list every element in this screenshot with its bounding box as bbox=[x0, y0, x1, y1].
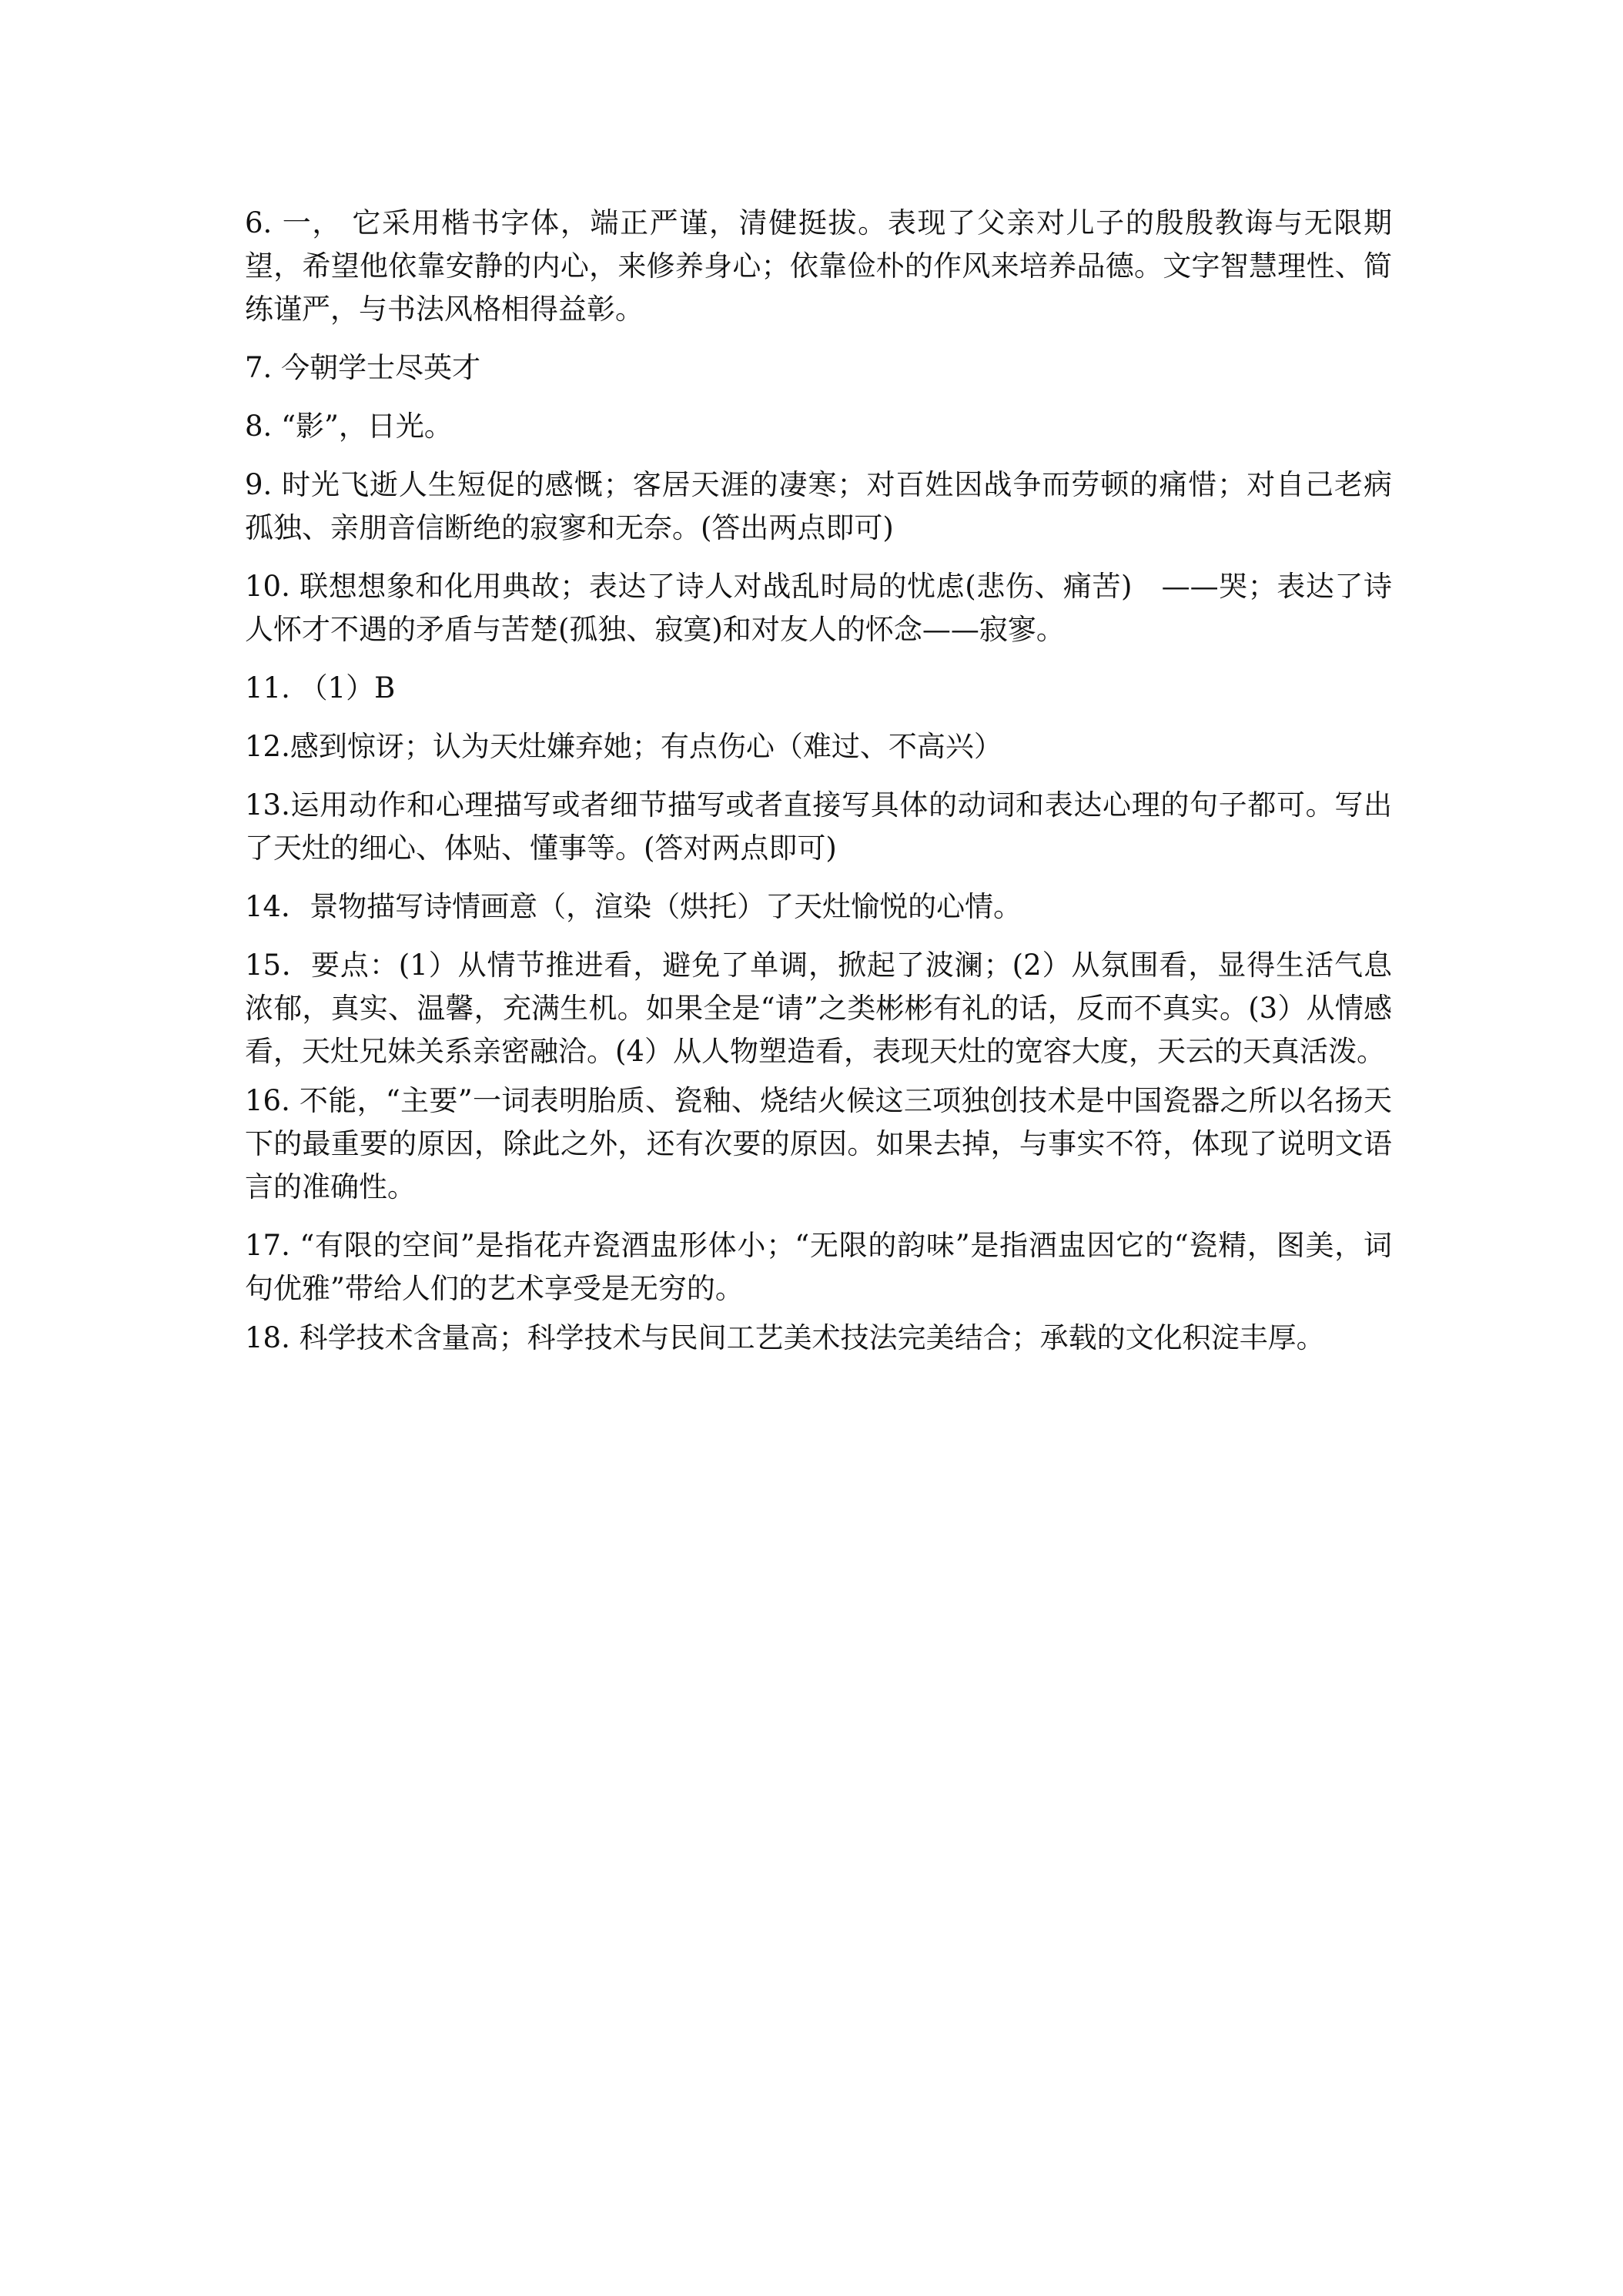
answer-18: 18. 科学技术含量高；科学技术与民间工艺美术技法完美结合；承载的文化积淀丰厚。 bbox=[245, 1321, 1325, 1354]
answer-15: 15．要点：(1）从情节推进看，避免了单调，掀起了波澜；(2）从氛围看，显得生活气息浓郁，真实、温馨，充满生机。如果全是“请”之类彬彬有礼的话，反而不真实。(3）从情感看，天灶兄妹关系亲密融洽。(4）从人物塑造看，表现天灶的宽容大度，天云的天真活泼。 bbox=[245, 949, 1392, 1068]
answer-9: 9. 时光飞逝人生短促的感慨；客居天涯的凄寒；对百姓因战争而劳顿的痛惜；对自己老病孤独、亲朋音信断绝的寂寥和无奈。(答出两点即可) bbox=[245, 468, 1392, 544]
answer-8: 8. “影”，日光。 bbox=[245, 410, 453, 443]
answer-13: 13.运用动作和心理描写或者细节描写或者直接写具体的动词和表达心理的句子都可。写出了天灶的细心、体贴、懂事等。(答对两点即可) bbox=[245, 788, 1392, 865]
answer-10: 10. 联想想象和化用典故；表达了诗人对战乱时局的忧虑(悲伤、痛苦) ——哭；表达了诗人怀才不遇的矛盾与苦楚(孤独、寂寞)和对友人的怀念——寂寥。 bbox=[245, 570, 1392, 646]
answer-6: 6. 一， 它采用楷书字体，端正严谨，清健挺拔。表现了父亲对儿子的殷殷教诲与无限期望，希望他依靠安静的内心，来修养身心；依靠俭朴的作风来培养品德。文字智慧理性、简练谨严，与书法风格相得益彰。 bbox=[245, 206, 1392, 326]
answer-14: 14．景物描写诗情画意（，渲染（烘托）了天灶愉悦的心情。 bbox=[245, 890, 1022, 923]
answer-7: 7. 今朝学士尽英才 bbox=[245, 351, 481, 384]
answer-list bbox=[245, 202, 1392, 1375]
answer-17: 17. “有限的空间”是指花卉瓷酒盅形体小；“无限的韵味”是指酒盅因它的“瓷精，图美，词句优雅”带给人们的艺术享受是无穷的。 bbox=[245, 1229, 1392, 1305]
answer-11: 11. （1）B bbox=[245, 671, 396, 705]
answer-16: 16. 不能，“主要”一词表明胎质、瓷釉、烧结火候这三项独创技术是中国瓷器之所以名扬天下的最重要的原因，除此之外，还有次要的原因。如果去掉，与事实不符，体现了说明文语言的准确性。 bbox=[245, 1084, 1392, 1203]
answer-12: 12.感到惊讶；认为天灶嫌弃她；有点伤心（难过、不高兴） bbox=[245, 730, 1002, 763]
